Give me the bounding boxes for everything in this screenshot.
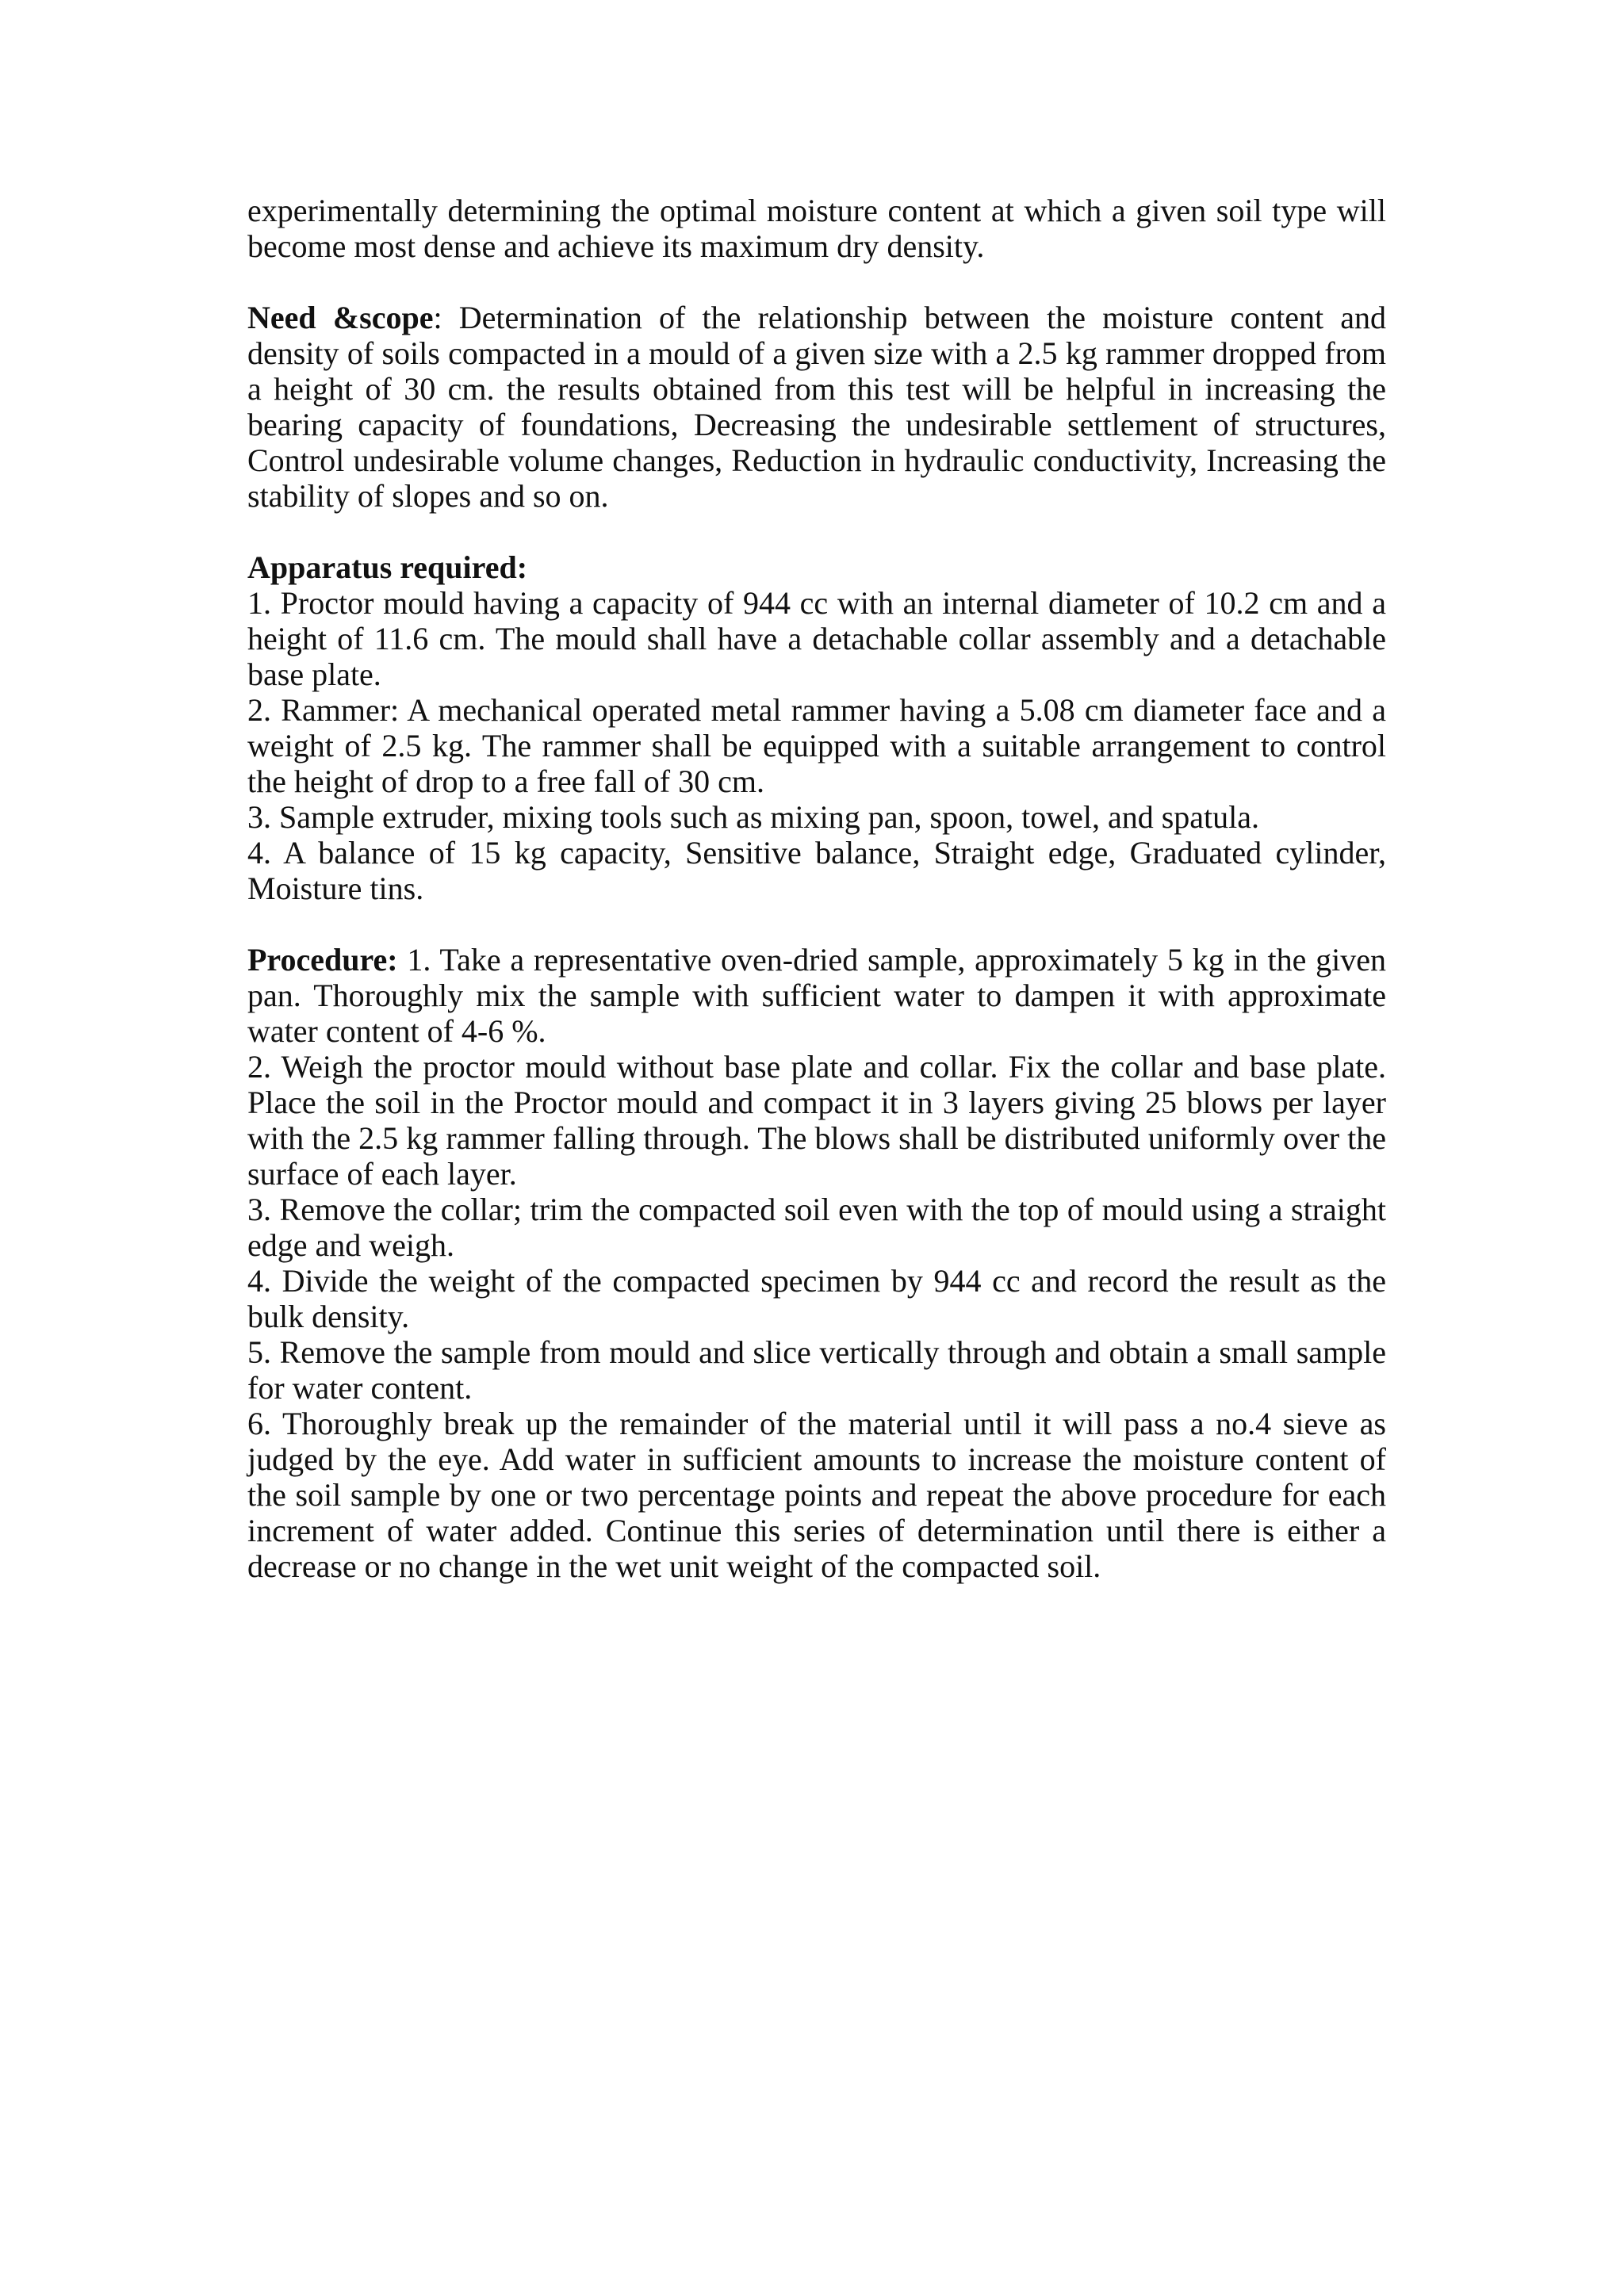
procedure-step-4: 4. Divide the weight of the compacted specimen by 944 cc and record the result as the bulk density. [247, 1263, 1386, 1334]
need-scope-text: : Determination of the relationship between the moisture content and density of soils compacted in a mould of a given size with a 2.5 kg rammer dropped from a height of 30 cm. the results obtained from this test will be helpful in increasing the bearing capacity of foundations, Decreasing the undesirable settlement of structures, Control undesirable volume changes, Reduction in hydraulic conductivity, Increasing the stability of slopes and so on. [247, 300, 1387, 514]
procedure-step-1-text: 1. Take a representative oven-dried sample, approximately 5 kg in the given pan. Thoroughly mix the sample with sufficient water to dampen it with approximate water content of 4-6 %. [247, 942, 1386, 1049]
apparatus-item-3: 3. Sample extruder, mixing tools such as mixing pan, spoon, towel, and spatula. [247, 799, 1259, 835]
procedure-step-1 [247, 942, 1386, 1049]
procedure-step-6: 6. Thoroughly break up the remainder of the material until it will pass a no.4 sieve as judged by the eye. Add water in sufficient amounts to increase the moisture content of the soil sample by one or two percentage points and repeat the above procedure for each increment of water added. Continue this series of determination until there is either a decrease or no change in the wet unit weight of the compacted soil. [247, 1406, 1386, 1584]
need-scope-heading: Need &scope [247, 300, 434, 335]
apparatus-heading: Apparatus required: [247, 549, 528, 585]
procedure-step-3: 3. Remove the collar; trim the compacted soil even with the top of mould using a straight edge and weigh. [247, 1192, 1386, 1263]
paragraph-gap [247, 514, 1386, 549]
procedure-step-5: 5. Remove the sample from mould and slice vertically through and obtain a small sample for water content. [247, 1334, 1386, 1406]
procedure-heading: Procedure: [247, 942, 398, 978]
apparatus-item-2: 2. Rammer: A mechanical operated metal rammer having a 5.08 cm diameter face and a weight of 2.5 kg. The rammer shall be equipped with a suitable arrangement to control the height of drop to a free fall of 30 cm. [247, 692, 1386, 799]
document-page [247, 193, 1386, 1584]
apparatus-item-1: 1. Proctor mould having a capacity of 944 cc with an internal diameter of 10.2 cm and a height of 11.6 cm. The mould shall have a detachable collar assembly and a detachable base plate. [247, 585, 1386, 692]
intro-paragraph: experimentally determining the optimal moisture content at which a given soil type will become most dense and achieve its maximum dry density. [247, 193, 1386, 264]
paragraph-gap [247, 264, 1386, 300]
need-scope-paragraph [247, 300, 1386, 514]
apparatus-item-4: 4. A balance of 15 kg capacity, Sensitive balance, Straight edge, Graduated cylinder, Moisture tins. [247, 835, 1386, 906]
procedure-step-2: 2. Weigh the proctor mould without base plate and collar. Fix the collar and base plate. Place the soil in the Proctor mould and compact it in 3 layers giving 25 blows per layer with the 2.5 kg rammer falling through. The blows shall be distributed uniformly over the surface of each layer. [247, 1049, 1386, 1192]
paragraph-gap [247, 906, 1386, 942]
